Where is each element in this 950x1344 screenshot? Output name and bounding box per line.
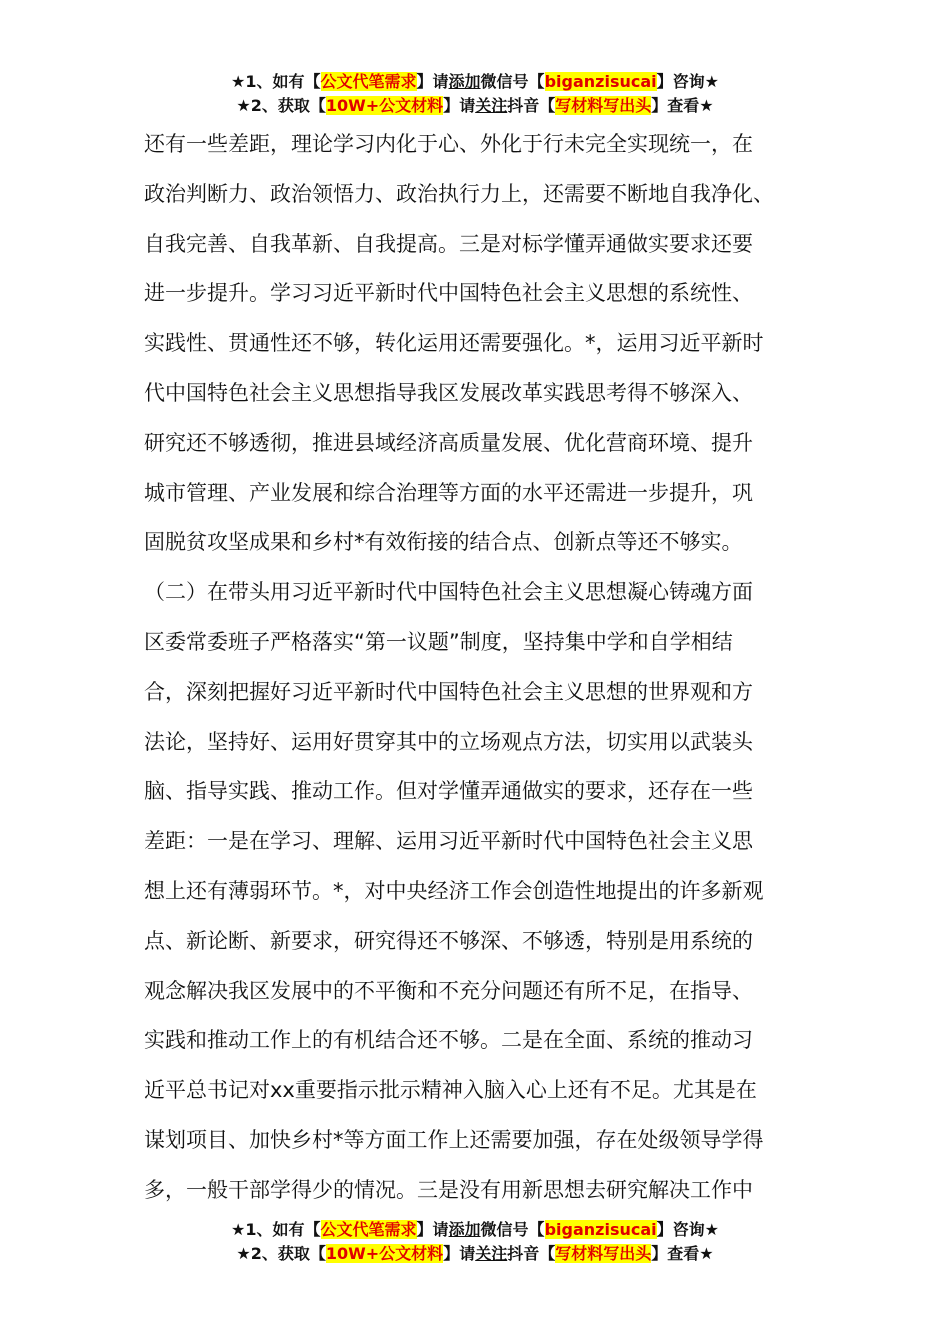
banner-text: 】请 xyxy=(416,72,449,91)
banner-text: 】查看★ xyxy=(651,1244,714,1263)
banner-text: ★1、如有【 xyxy=(231,1220,321,1239)
section-heading: （二）在带头用习近平新时代中国特色社会主义思想凝心铸魂方面 xyxy=(144,580,753,605)
body-line: 区委常委班子严格落实“第一议题”制度，坚持集中学和自学相结 xyxy=(144,629,733,654)
body-line: 实践性、贯通性还不够，转化运用还需要强化。*，运用习近平新时 xyxy=(144,331,764,356)
highlight-douyin-account: 写材料写出头 xyxy=(555,96,652,115)
body-line: 脑、指导实践、推动工作。但对学懂弄通做实的要求，还存在一些 xyxy=(144,779,753,804)
body-line: 近平总书记对xx重要指示批示精神入脑入心上还有不足。尤其是在 xyxy=(144,1078,757,1103)
banner-line-1 xyxy=(0,1218,950,1242)
banner-emphasis: 添加 xyxy=(448,1220,481,1239)
banner-text: 微信号【 xyxy=(480,72,545,91)
body-line: 法论，坚持好、运用好贯穿其中的立场观点方法，切实用以武装头 xyxy=(144,729,753,754)
banner-line-2 xyxy=(0,1242,950,1266)
banner-emphasis: 关注 xyxy=(475,1244,508,1263)
banner-text: ★2、获取【 xyxy=(236,1244,326,1263)
banner-text: 】请 xyxy=(443,1244,476,1263)
banner-text: 】请 xyxy=(443,96,476,115)
highlight-wechat-id: biganzisucai xyxy=(544,1220,657,1239)
body-line: 谋划项目、加快乡村*等方面工作上还需要加强，存在处级领导学得 xyxy=(144,1127,764,1152)
body-line: 多，一般干部学得少的情况。三是没有用新思想去研究解决工作中 xyxy=(144,1177,753,1202)
banner-line-2 xyxy=(0,94,950,118)
banner-text: ★2、获取【 xyxy=(236,96,326,115)
body-line: 合，深刻把握好习近平新时代中国特色社会主义思想的世界观和方 xyxy=(144,679,753,704)
body-line: 想上还有薄弱环节。*，对中央经济工作会创造性地提出的许多新观 xyxy=(144,878,764,903)
banner-text: 抖音【 xyxy=(507,1244,556,1263)
body-line: 研究还不够透彻，推进县域经济高质量发展、优化营商环境、提升 xyxy=(144,430,753,455)
body-line: 政治判断力、政治领悟力、政治执行力上，还需要不断地自我净化、 xyxy=(144,181,774,206)
banner-text: 微信号【 xyxy=(480,1220,545,1239)
banner-emphasis: 添加 xyxy=(448,72,481,91)
body-line: 差距：一是在学习、理解、运用习近平新时代中国特色社会主义思 xyxy=(144,829,753,854)
highlight-douyin-account: 写材料写出头 xyxy=(555,1244,652,1263)
body-line: 实践和推动工作上的有机结合还不够。二是在全面、系统的推动习 xyxy=(144,1028,753,1053)
body-line: 自我完善、自我革新、自我提高。三是对标学懂弄通做实要求还要 xyxy=(144,231,753,256)
body-line: 观念解决我区发展中的不平衡和不充分问题还有所不足，在指导、 xyxy=(144,978,753,1003)
banner-line-1 xyxy=(0,70,950,94)
highlight-wechat-id: biganzisucai xyxy=(544,72,657,91)
document-body xyxy=(144,120,834,1216)
footer-banner xyxy=(0,1218,950,1266)
highlight-materials: 10W+公文材料 xyxy=(325,96,444,115)
body-line: 代中国特色社会主义思想指导我区发展改革实践思考得不够深入、 xyxy=(144,380,753,405)
highlight-materials: 10W+公文材料 xyxy=(325,1244,444,1263)
banner-emphasis: 关注 xyxy=(475,96,508,115)
body-line: 点、新论断、新要求，研究得还不够深、不够透，特别是用系统的 xyxy=(144,928,753,953)
banner-text: 】请 xyxy=(416,1220,449,1239)
highlight-service: 公文代笔需求 xyxy=(320,1220,417,1239)
banner-text: 抖音【 xyxy=(507,96,556,115)
banner-text: 】咨询★ xyxy=(656,1220,719,1239)
header-banner xyxy=(0,70,950,118)
highlight-service: 公文代笔需求 xyxy=(320,72,417,91)
banner-text: 】查看★ xyxy=(651,96,714,115)
banner-text: ★1、如有【 xyxy=(231,72,321,91)
banner-text: 】咨询★ xyxy=(656,72,719,91)
body-line: 还有一些差距，理论学习内化于心、外化于行未完全实现统一，在 xyxy=(144,132,753,156)
body-line: 固脱贫攻坚成果和乡村*有效衔接的结合点、创新点等还不够实。 xyxy=(144,530,743,555)
body-line: 进一步提升。学习习近平新时代中国特色社会主义思想的系统性、 xyxy=(144,281,753,306)
body-line: 城市管理、产业发展和综合治理等方面的水平还需进一步提升，巩 xyxy=(144,480,753,505)
